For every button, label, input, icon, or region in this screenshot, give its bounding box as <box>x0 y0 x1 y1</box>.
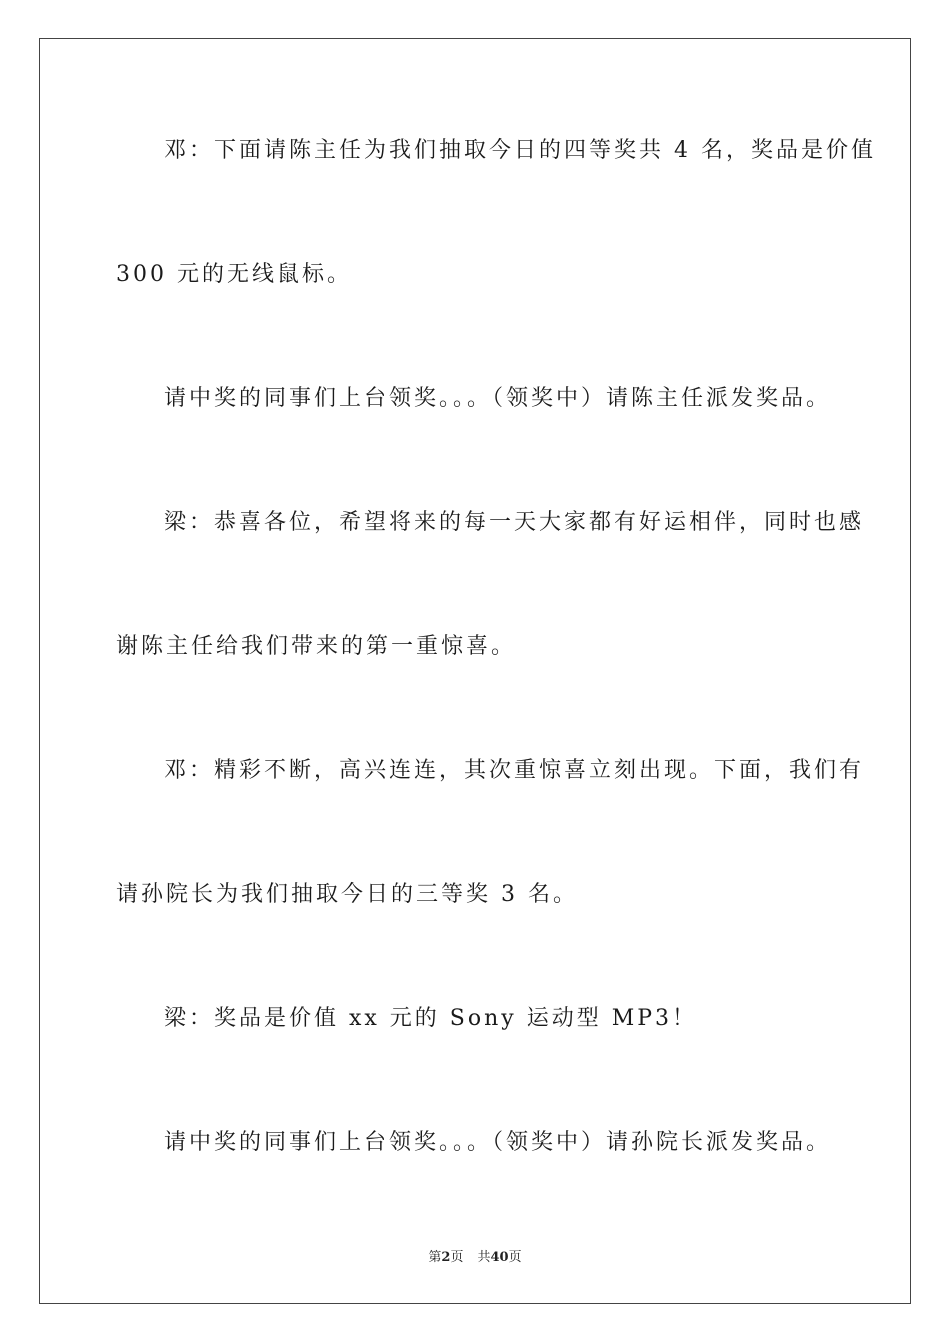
footer-prefix: 第 <box>428 1250 442 1265</box>
paragraph-line: 邓：下面请陈主任为我们抽取今日的四等奖共 4 名，奖品是价值 <box>164 138 876 163</box>
paragraph-line: 300 元的无线鼠标。 <box>116 262 352 287</box>
page-frame <box>39 38 911 1304</box>
footer-total-prefix: 共 <box>477 1250 491 1265</box>
paragraph-line: 邓：精彩不断，高兴连连，其次重惊喜立刻出现。下面，我们有 <box>164 758 865 783</box>
current-page-number: 2 <box>441 1250 451 1265</box>
paragraph-line: 梁：奖品是价值 xx 元的 Sony 运动型 MP3！ <box>164 1006 698 1031</box>
footer-page-suffix: 页 <box>450 1250 464 1265</box>
total-page-number: 40 <box>490 1250 509 1265</box>
paragraph-line: 请孙院长为我们抽取今日的三等奖 3 名。 <box>116 882 578 907</box>
paragraph-line: 谢陈主任给我们带来的第一重惊喜。 <box>116 634 517 659</box>
paragraph-line: 请中奖的同事们上台领奖。。。（领奖中）请陈主任派发奖品。 <box>164 386 832 411</box>
page-footer <box>0 1246 950 1265</box>
footer-total-suffix: 页 <box>508 1250 522 1265</box>
paragraph-line: 梁：恭喜各位，希望将来的每一天大家都有好运相伴，同时也感 <box>164 510 865 535</box>
paragraph-line: 请中奖的同事们上台领奖。。。（领奖中）请孙院长派发奖品。 <box>164 1130 832 1155</box>
